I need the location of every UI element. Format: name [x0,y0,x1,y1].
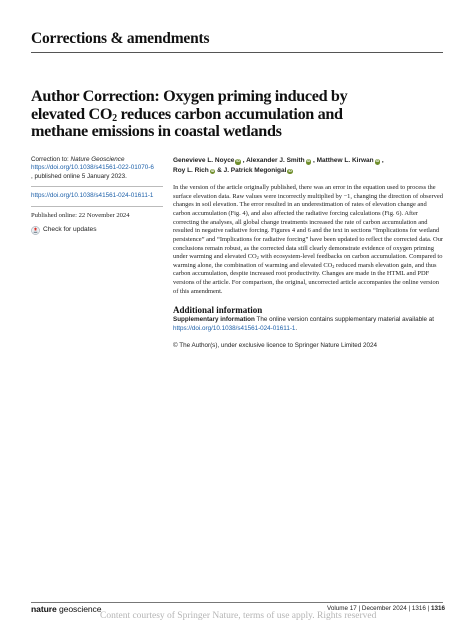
check-updates-label: Check for updates [43,226,97,234]
original-published-note: , published online 5 January 2023. [31,172,127,180]
check-updates-icon [31,226,40,235]
copyright-notice: © The Author(s), under exclusive licence to Springer Nature Limited 2024 [173,342,378,350]
author-list [173,156,445,175]
watermark: Content courtesy of Springer Nature, terms of use apply. Rights reserved [100,611,377,621]
orcid-icon[interactable]: iD [375,159,380,163]
section-header: Corrections & amendments [31,30,210,47]
body-subscript: 2 [256,255,259,261]
check-updates-button[interactable] [31,226,163,235]
author-separator: & [215,166,224,174]
author-name[interactable]: Genevieve L. Noyce [173,157,235,164]
footer-divider [31,602,443,603]
title-subscript: 2 [112,112,117,124]
page-number: 1316 [430,605,445,612]
supplementary-label: Supplementary information [173,316,255,324]
correction-to-prefix: Correction to: [31,156,71,163]
body-subscript: 2 [332,263,335,269]
journal-logo [31,604,101,614]
header-divider [31,52,443,53]
correction-to-journal: Nature Geoscience [70,156,125,163]
orcid-icon[interactable]: iD [306,159,311,163]
article-title [31,88,361,141]
author-separator: , [311,157,317,164]
author-name[interactable]: J. Patrick Megonigal [223,166,287,174]
body-segment: In the version of the article originally published, there was an error in the equation used to process the surface elevation data. Raw values were incorrectly multiplied by −1, changing the direction of observed changes in soil elevation. The error resulted in an underestimation of rates of elevation change and carbon accumulation (Fig. 4), and also affected the radiative forcing calculations (Fig. 6). After correcting the analyses, all global change treatments increased the rate of carbon accumulation and resulted in negative radiative forcing. Figures 4 and 6 and the text in sections “Implications for wetland persistence” and “Implications for radiative forcing” have been updated to reflect the corrected data. Our conclusions remain robust, as the corrected data still clearly demonstrate evidence of oxygen priming under warming and elevated CO [173,184,444,261]
supplementary-text: The online version contains supplementary material available at [254,316,434,324]
article-metadata-column [31,156,163,235]
author-name[interactable]: Matthew L. Kirwan [316,157,374,164]
correction-body-text [173,184,445,296]
journal-name-rest: geoscience [56,604,102,614]
volume-info: Volume 17 | December 2024 | 1316 | [327,605,431,612]
title-part2: reduces carbon accumulation and methane emissions in coastal wetlands [31,104,343,140]
orcid-icon[interactable]: iD [210,168,215,173]
orcid-icon[interactable]: iD [236,159,240,163]
article-main-column [173,156,445,349]
additional-info-heading: Additional information [173,305,263,316]
published-online: Published online: 22 November 2024 [31,211,130,219]
body-segment: reduced marsh elevation gain, and thus carbon accumulation, despite increased root productivity. Changes are made in the HTML and PDF versions of the article. For comparison, the original, uncorrected article accompanies the online version of this amendment. [173,261,439,295]
orcid-icon[interactable]: iD [288,168,292,173]
correction-doi-link[interactable]: https://doi.org/10.1038/s41561-024-01611-1 [31,192,154,200]
author-name[interactable]: Alexander J. Smith [246,157,305,164]
author-separator: , [380,157,384,164]
journal-name-bold: nature [31,604,57,614]
title-part1: Author Correction: Oxygen priming induced by elevated CO [31,87,348,123]
original-article-link[interactable]: https://doi.org/10.1038/s41561-022-01070-6 [31,164,154,172]
metadata-divider [31,206,163,207]
author-name[interactable]: Roy L. Rich [173,166,209,174]
supplementary-end: . [295,324,298,332]
correction-to-block [31,156,163,181]
supplementary-doi-link[interactable]: https://doi.org/10.1038/s41561-024-01611-1 [173,324,296,332]
metadata-divider [31,186,163,187]
supplementary-info [173,316,445,333]
author-separator: , [240,157,247,164]
body-segment: with ecosystem-level feedbacks on carbon accumulation. Compared to warming alone, the combination of warming and elevated CO [173,253,443,269]
